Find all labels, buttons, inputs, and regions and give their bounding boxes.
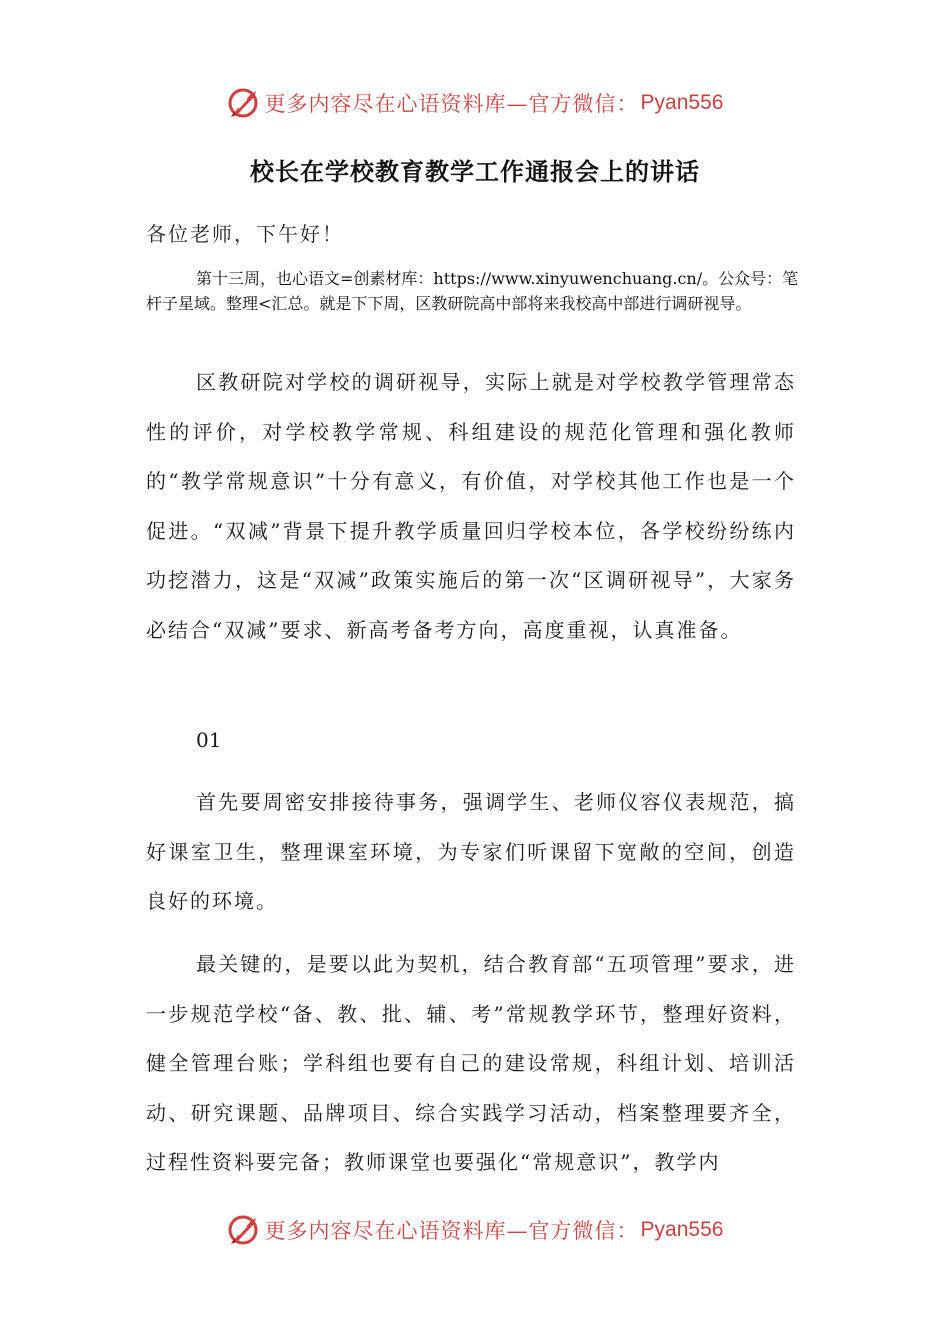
section-number: 01 (196, 728, 222, 752)
header-banner-wechat-id: Pyan556 (640, 91, 724, 114)
header-banner (0, 80, 950, 126)
greeting: 各位老师，下午好！ (146, 222, 344, 246)
intro-paragraph: 第十三周，也心语文=创素材库：https://www.xinyuwenchuang.cn/。公众号：笔杆子星域。整理<汇总。就是下下周，区教研院高中部将来我校高中部进行调研视导。 (146, 269, 799, 313)
pen-logo-icon (227, 1213, 261, 1247)
footer-banner-text: 更多内容尽在心语资料库—官方微信： (264, 1219, 639, 1243)
pen-logo-icon (227, 86, 261, 120)
footer-banner (0, 1207, 950, 1253)
paragraph-1: 区教研院对学校的调研视导，实际上就是对学校教学管理常态性的评价，对学校教学常规、科组建设的规范化管理和强化教师的“教学常规意识”十分有意义，有价值，对学校其他工作也是一个促进。“双减”背景下提升教学质量回归学校本位，各学校纷纷练内功挖潜力，这是“双减”政策实施后的第一次“区调研视导”，大家务必结合“双减”要求、新高考备考方向，高度重视，认真准备。 (146, 370, 796, 642)
header-banner-text: 更多内容尽在心语资料库—官方微信： (264, 92, 639, 116)
paragraph-3: 最关键的，是要以此为契机，结合教育部“五项管理”要求，进一步规范学校“备、教、批、辅、考”常规教学环节，整理好资料，健全管理台账；学科组也要有自己的建设常规，科组计划、培训活动、研究课题、品牌项目、综合实践学习活动，档案整理要齐全，过程性资料要完备；教师课堂也要强化“常规意识”，教学内 (146, 952, 796, 1175)
footer-banner-wechat-id: Pyan556 (640, 1218, 724, 1241)
document-title: 校长在学校教育教学工作通报会上的讲话 (250, 157, 700, 186)
paragraph-2: 首先要周密安排接待事务，强调学生、老师仪容仪表规范，搞好课室卫生，整理课室环境，为专家们听课留下宽敞的空间，创造良好的环境。 (146, 790, 796, 914)
